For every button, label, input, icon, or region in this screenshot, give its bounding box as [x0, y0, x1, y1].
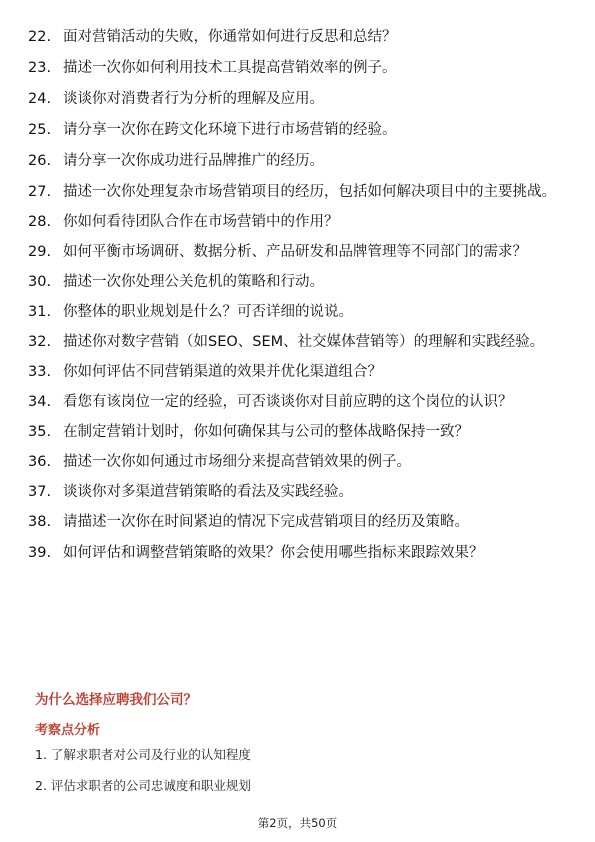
question-item: [0, 119, 595, 141]
question-number: 27.: [28, 184, 52, 200]
question-item: [0, 241, 595, 263]
question-item: [0, 451, 595, 473]
question-number: 31.: [28, 304, 52, 320]
question-number: 39.: [28, 545, 52, 561]
question-item: [0, 26, 595, 48]
question-item: [0, 88, 595, 110]
analysis-point: 1. 了解求职者对公司及行业的认知程度: [35, 747, 251, 762]
question-text: 描述一次你如何利用技术工具提高营销效率的例子。: [63, 60, 397, 76]
question-item: [0, 421, 595, 443]
question-text: 你如何看待团队合作在市场营销中的作用？: [63, 214, 339, 230]
question-text: 请分享一次你成功进行品牌推广的经历。: [63, 153, 324, 169]
question-number: 36.: [28, 454, 52, 470]
question-text: 谈谈你对多渠道营销策略的看法及实践经验。: [63, 484, 353, 500]
question-number: 37.: [28, 484, 52, 500]
question-text: 如何评估和调整营销策略的效果？你会使用哪些指标来跟踪效果？: [63, 545, 484, 561]
question-number: 32.: [28, 334, 52, 350]
question-list: [0, 26, 595, 564]
question-text: 看您有该岗位一定的经验，可否谈谈你对目前应聘的这个岗位的认识？: [63, 394, 513, 410]
analysis-points: [35, 746, 251, 808]
question-item: [0, 511, 595, 533]
question-text: 如何平衡市场调研、数据分析、产品研发和品牌管理等不同部门的需求？: [63, 244, 527, 260]
question-number: 34.: [28, 394, 52, 410]
question-text: 请分享一次你在跨文化环境下进行市场营销的经验。: [63, 122, 397, 138]
question-number: 25.: [28, 122, 52, 138]
question-text: 描述一次你处理公关危机的策略和行动。: [63, 274, 324, 290]
question-number: 22.: [28, 29, 52, 45]
question-number: 24.: [28, 91, 52, 107]
question-text: 描述你对数字营销（如SEO、SEM、社交媒体营销等）的理解和实践经验。: [63, 334, 545, 350]
question-number: 30.: [28, 274, 52, 290]
question-number: 29.: [28, 244, 52, 260]
question-text: 描述一次你如何通过市场细分来提高营销效果的例子。: [63, 454, 411, 470]
analysis-subtitle: 考察点分析: [35, 723, 101, 738]
question-text: 请描述一次你在时间紧迫的情况下完成营销项目的经历及策略。: [63, 514, 469, 530]
question-text: 在制定营销计划时，你如何确保其与公司的整体战略保持一致？: [63, 424, 469, 440]
question-number: 26.: [28, 153, 52, 169]
question-text: 你如何评估不同营销渠道的效果并优化渠道组合？: [63, 364, 382, 380]
question-text: 描述一次你处理复杂市场营销项目的经历，包括如何解决项目中的主要挑战。: [63, 184, 556, 200]
section-title: 为什么选择应聘我们公司？: [35, 692, 197, 708]
question-item: [0, 481, 595, 503]
question-item: [0, 211, 595, 233]
question-item: [0, 57, 595, 79]
question-number: 33.: [28, 364, 52, 380]
question-item: [0, 150, 595, 172]
question-text: 面对营销活动的失败，你通常如何进行反思和总结？: [63, 29, 397, 45]
question-number: 35.: [28, 424, 52, 440]
question-item: [0, 391, 595, 413]
question-number: 23.: [28, 60, 52, 76]
question-number: 38.: [28, 514, 52, 530]
analysis-point: 2. 评估求职者的公司忠诚度和职业规划: [35, 778, 251, 793]
question-item: [0, 331, 595, 353]
question-number: 28.: [28, 214, 52, 230]
question-item: [0, 542, 595, 564]
question-text: 谈谈你对消费者行为分析的理解及应用。: [63, 91, 324, 107]
page-footer: 第2页，共50页: [257, 816, 338, 830]
question-item: [0, 271, 595, 293]
question-item: [0, 361, 595, 383]
question-text: 你整体的职业规划是什么？可否详细的说说。: [63, 304, 353, 320]
question-item: [0, 301, 595, 323]
question-item: [0, 181, 595, 203]
